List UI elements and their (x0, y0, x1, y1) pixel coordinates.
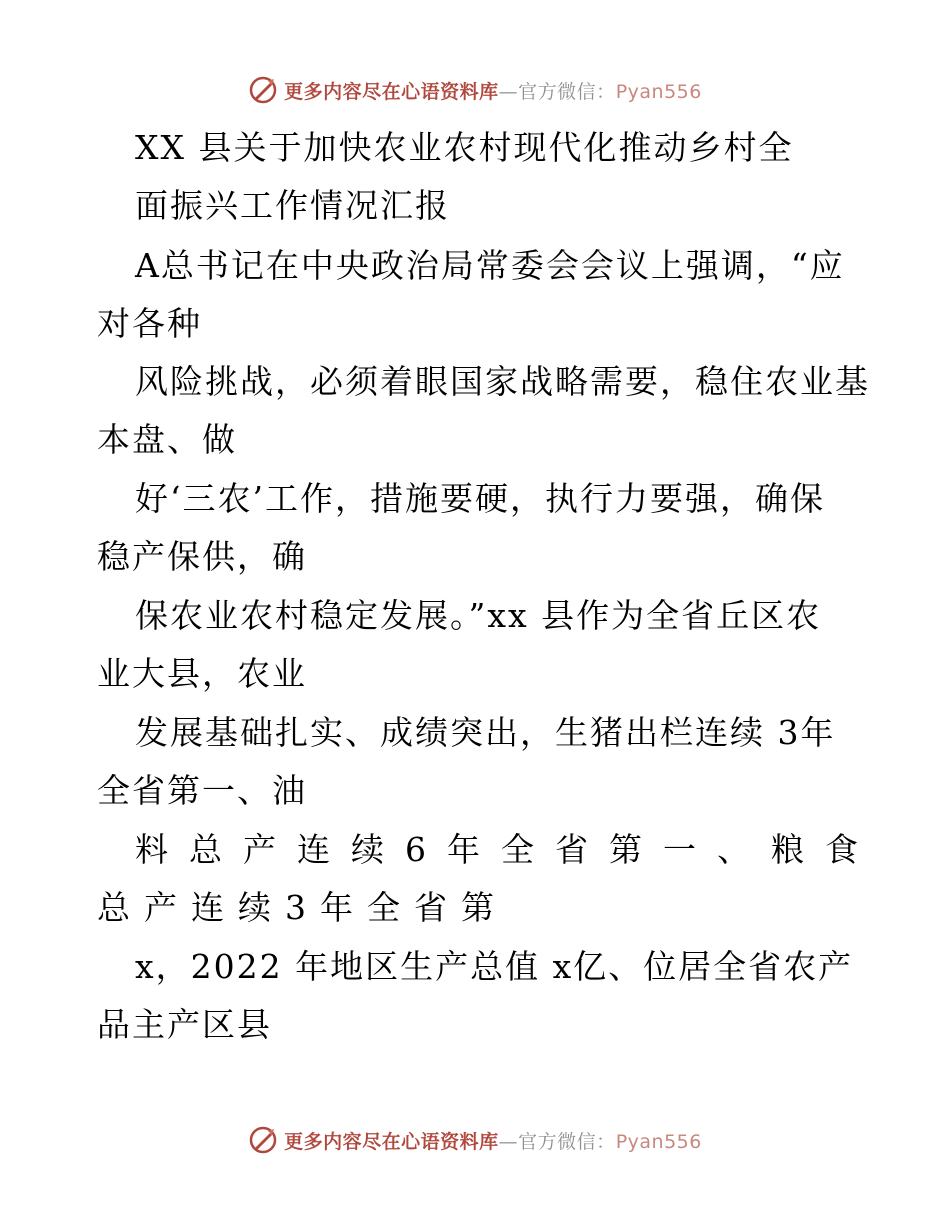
watermark-separator: — (498, 80, 519, 103)
quill-logo-icon (248, 1125, 278, 1155)
text-line: 业大县，农业 (97, 654, 307, 693)
text-line: 品主产区县 (97, 1005, 272, 1044)
document-title-line-2: 面振兴工作情况汇报 (135, 186, 450, 225)
watermark-label: 官方微信： (518, 1130, 616, 1153)
watermark-account: Pyan556 (615, 80, 702, 103)
text-line: 总产连续3年全省第 (97, 888, 508, 927)
text-line: A总书记在中央政治局常委会会议上强调，“应 (135, 246, 845, 285)
text-line: 料总产连续6年全省第一、粮食 (135, 830, 879, 869)
watermark-separator: — (498, 1130, 519, 1153)
text-line: 稳产保供，确 (97, 537, 307, 576)
quill-logo-icon (248, 75, 278, 105)
text-line: 对各种 (97, 304, 202, 343)
watermark-text (284, 1127, 702, 1154)
text-line: 好‘三农’工作，措施要硬，执行力要强，确保 (135, 479, 825, 518)
watermark-account: Pyan556 (615, 1130, 702, 1153)
document-title-line-1: XX 县关于加快农业农村现代化推动乡村全 (135, 128, 794, 167)
watermark-text (284, 77, 702, 104)
text-line: 发展基础扎实、成绩突出，生猪出栏连续 3年 (135, 713, 836, 752)
text-line: 本盘、做 (97, 420, 237, 459)
text-line: 全省第一、油 (97, 771, 307, 810)
text-line: 保农业农村稳定发展。”xx 县作为全省丘区农 (135, 596, 822, 635)
watermark-label: 官方微信： (518, 80, 616, 103)
text-line: x，2022 年地区生产总值 x亿、位居全省农产 (135, 947, 854, 986)
watermark-banner-bottom (0, 1120, 950, 1160)
watermark-banner-top (0, 70, 950, 110)
text-line: 风险挑战，必须着眼国家战略需要，稳住农业基 (135, 362, 870, 401)
watermark-prefix: 更多内容尽在心语资料库 (284, 1130, 499, 1153)
watermark-prefix: 更多内容尽在心语资料库 (284, 80, 499, 103)
